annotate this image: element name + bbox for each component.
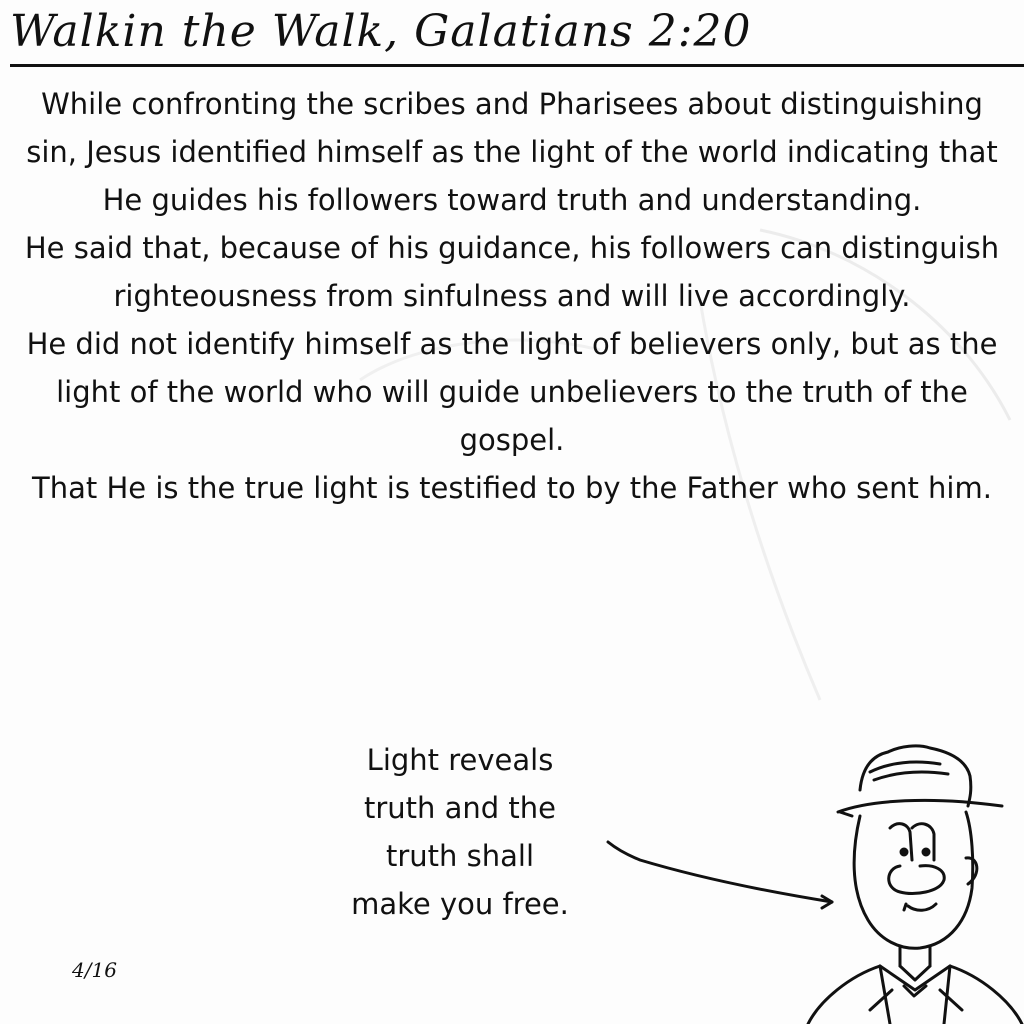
paragraph-2: He said that, because of his guidance, his followers can distinguish righteousness from sinfulness and will live accordingly. [24,231,1000,313]
page-number: 4/16 [72,958,117,982]
speech-line-3: truth shall [385,839,535,873]
speech-line-4: make you free. [351,887,569,921]
paragraph-3: He did not identify himself as the light of believers only, but as the light of the world who will guide unbelievers to the truth of the gospel. [26,327,998,457]
page-title: Walkin the Walk, Galatians 2:20 [10,6,752,57]
speech-text [310,736,610,928]
speech-line-1: Light reveals [366,743,554,777]
title-underline [10,64,1024,67]
paragraph-1: While confronting the scribes and Pharisees about distinguishing sin, Jesus identified himself as the light of the world indicating that He guides his followers toward truth and understanding. [26,87,998,217]
body-text [12,80,1012,512]
paragraph-4: That He is the true light is testified to by the Father who sent him. [32,471,992,505]
speech-line-2: truth and the [363,791,556,825]
